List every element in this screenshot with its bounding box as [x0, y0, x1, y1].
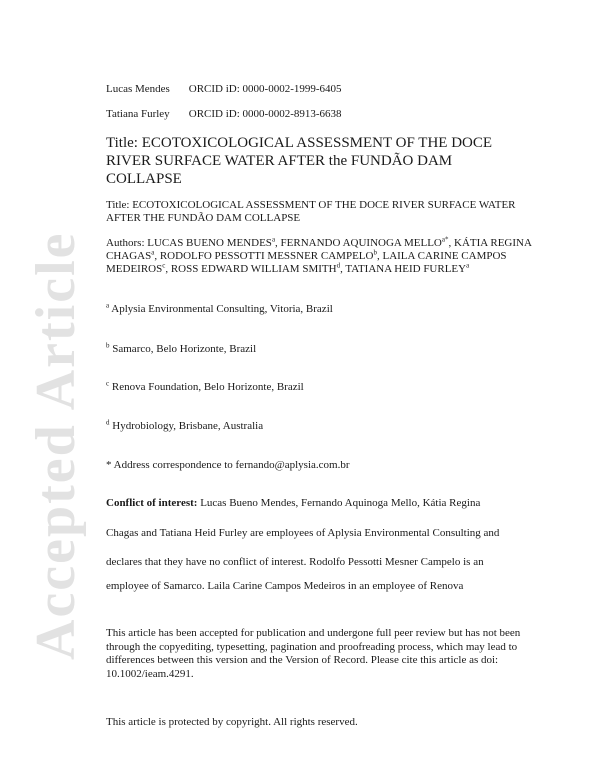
affiliation-text: Aplysia Environmental Consulting, Vitoria, Brazil [109, 303, 333, 315]
author-separator: , [165, 263, 171, 275]
author-name: ROSS EDWARD WILLIAM SMITH [170, 263, 337, 275]
authors-prefix: Authors: [106, 237, 148, 249]
author-affiliation-mark: d [336, 261, 341, 270]
orcid-row-lucas-mendes [106, 83, 342, 95]
author-name: KÁTIA REGINA CHAGAS [106, 237, 532, 262]
affiliation-c [106, 381, 304, 393]
orcid-id: ORCID iD: 0000-0002-1999-6405 [188, 83, 342, 95]
author-affiliation-mark: a [271, 235, 276, 244]
accepted-article-watermark [18, 130, 87, 670]
article-title-large: Title: ECOTOXICOLOGICAL ASSESSMENT OF THE DOCE RIVER SURFACE WATER AFTER the FUNDÃO DAM COLLAPSE [106, 135, 493, 187]
affiliation-mark: b [106, 341, 110, 350]
author-separator: , [448, 237, 454, 249]
orcid-author-name: Lucas Mendes [106, 83, 170, 95]
author-affiliation-mark: a [466, 261, 470, 270]
affiliation-d [106, 420, 263, 432]
copyright-notice: This article is protected by copyright. All rights reserved. [106, 716, 358, 728]
conflict-of-interest-line-3: declares that they have no conflict of interest. Rodolfo Pessotti Mesner Campelo is an [106, 556, 484, 568]
author-affiliation-mark: a* [441, 235, 449, 244]
author-separator: , [340, 263, 346, 275]
watermark-text: Accepted Article [25, 231, 87, 660]
author-name: LUCAS BUENO MENDES [147, 237, 272, 249]
conflict-of-interest-text: Lucas Bueno Mendes, Fernando Aquinoga Mello, Kátia Regina [197, 497, 481, 509]
author-name: FERNANDO AQUINOGA MELLO [280, 237, 442, 249]
author-separator: , [275, 237, 281, 249]
article-title: Title: ECOTOXICOLOGICAL ASSESSMENT OF THE DOCE RIVER SURFACE WATER AFTER THE FUNDÃO DAM COLLAPSE [106, 199, 516, 224]
accepted-article-notice: This article has been accepted for publication and undergone full peer review but has not been through the copyediting, typesetting, pagination and proofreading process, which may lead to differences between this version and the Version of Record. Please cite this article as doi: 10.1002/ieam.4291. [106, 627, 521, 680]
author-affiliation-mark: a [151, 248, 155, 257]
conflict-of-interest-line-1 [106, 497, 546, 509]
conflict-of-interest-label: Conflict of interest: [106, 497, 198, 509]
correspondence-line: * Address correspondence to fernando@aplysia.com.br [106, 459, 350, 471]
conflict-of-interest-line-4: employee of Samarco. Laila Carine Campos Medeiros in an employee of Renova [106, 580, 464, 592]
author-separator: , [154, 250, 160, 262]
affiliation-b [106, 343, 256, 355]
author-name: LAILA CARINE CAMPOS MEDEIROS [106, 250, 507, 275]
author-list [106, 237, 536, 276]
affiliation-text: Hydrobiology, Brisbane, Australia [109, 420, 264, 432]
author-name: RODOLFO PESSOTTI MESSNER CAMPELO [159, 250, 374, 262]
author-affiliation-mark: b [373, 248, 377, 257]
author-name: TATIANA HEID FURLEY [345, 263, 467, 275]
author-affiliation-mark: c [162, 261, 166, 270]
affiliation-text: Renova Foundation, Belo Horizonte, Brazil [109, 381, 304, 393]
conflict-of-interest-line-2: Chagas and Tatiana Heid Furley are employees of Aplysia Environmental Consulting and [106, 527, 500, 539]
orcid-row-tatiana-furley [106, 108, 342, 120]
author-separator: , [376, 250, 383, 262]
orcid-author-name: Tatiana Furley [106, 108, 170, 120]
affiliation-a [106, 303, 333, 315]
orcid-id: ORCID iD: 0000-0002-8913-6638 [188, 108, 342, 120]
affiliation-text: Samarco, Belo Horizonte, Brazil [109, 343, 257, 355]
affiliation-mark: d [106, 418, 110, 427]
affiliation-mark: c [106, 379, 110, 388]
affiliation-mark: a [106, 301, 110, 310]
